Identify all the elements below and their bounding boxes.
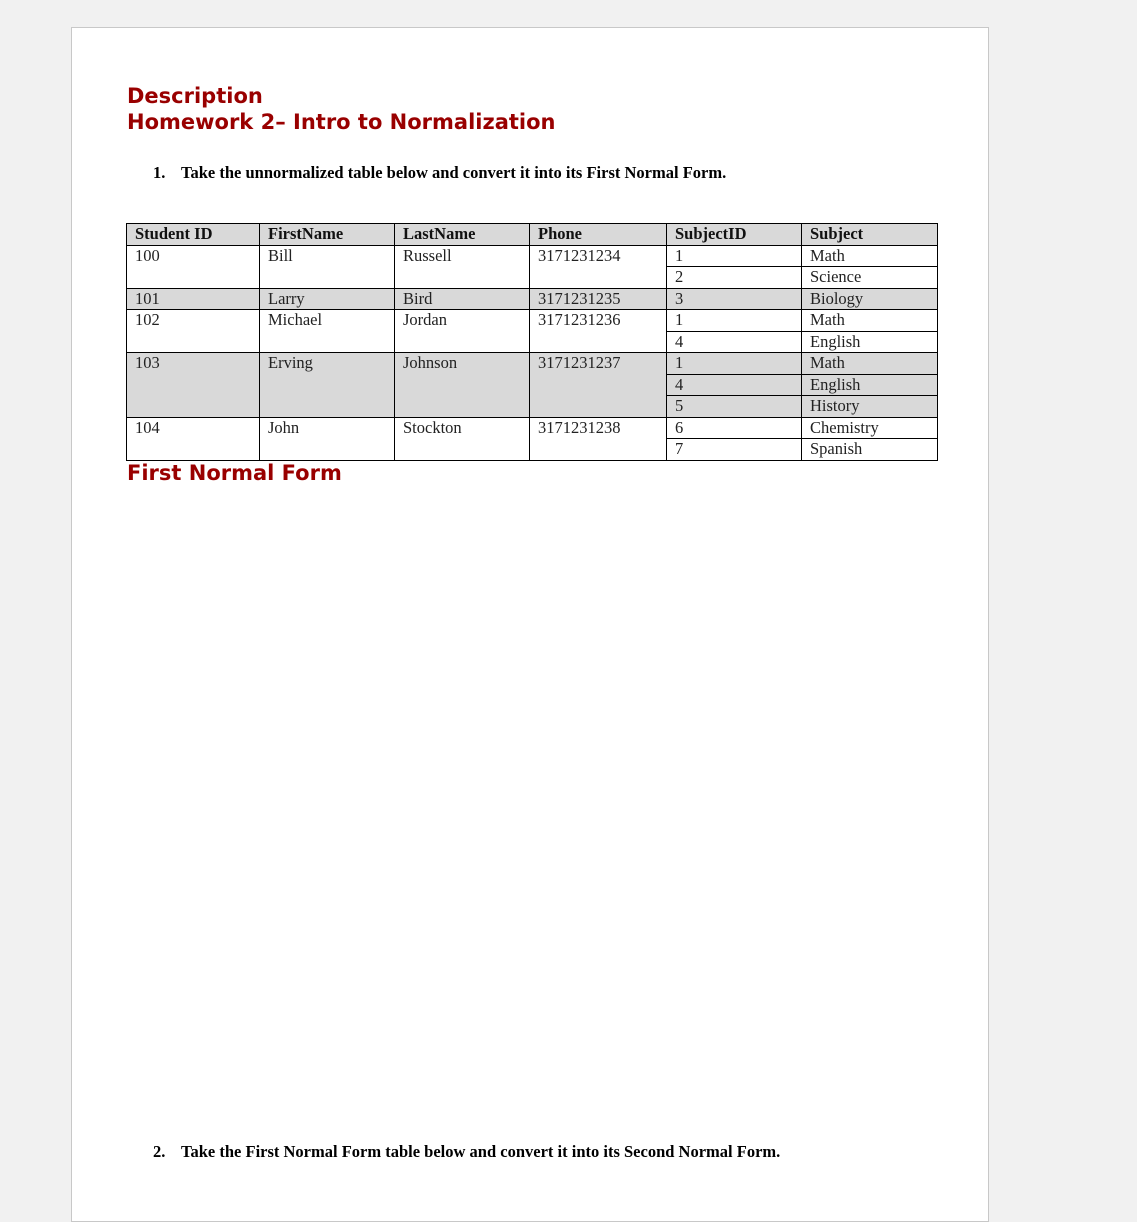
document-page [71, 27, 989, 1222]
subject-id-cell: 4 [667, 374, 802, 396]
student-id-cell: 104 [127, 417, 260, 460]
table-header-row [127, 224, 938, 246]
column-header: Subject [802, 224, 938, 246]
student-id-cell: 101 [127, 288, 260, 310]
column-header: Phone [530, 224, 667, 246]
student-id-cell: 103 [127, 353, 260, 418]
table-row [127, 288, 938, 310]
phone-cell: 3171231237 [530, 353, 667, 418]
student-id-cell: 102 [127, 310, 260, 353]
last-name-cell: Jordan [395, 310, 530, 353]
first-name-cell: John [260, 417, 395, 460]
first-name-cell: Michael [260, 310, 395, 353]
first-name-cell: Erving [260, 353, 395, 418]
table-row [127, 245, 938, 267]
student-id-cell: 100 [127, 245, 260, 288]
subject-cell: Math [802, 245, 938, 267]
subject-id-cell: 5 [667, 396, 802, 418]
subject-id-cell: 6 [667, 417, 802, 439]
question-1 [153, 163, 726, 183]
first-name-cell: Bill [260, 245, 395, 288]
last-name-cell: Russell [395, 245, 530, 288]
subject-id-cell: 4 [667, 331, 802, 353]
subject-cell: Math [802, 310, 938, 332]
column-header: Student ID [127, 224, 260, 246]
subject-cell: English [802, 374, 938, 396]
subject-cell: Spanish [802, 439, 938, 461]
subject-cell: Biology [802, 288, 938, 310]
last-name-cell: Bird [395, 288, 530, 310]
first-normal-form-heading: First Normal Form [127, 461, 342, 485]
column-header: LastName [395, 224, 530, 246]
question-1-text: Take the unnormalized table below and convert it into its First Normal Form. [181, 163, 727, 182]
description-heading: Description [127, 84, 263, 108]
question-2-number: 2. [153, 1142, 166, 1161]
question-2-text: Take the First Normal Form table below and convert it into its Second Normal Form. [181, 1142, 781, 1161]
subject-id-cell: 2 [667, 267, 802, 289]
subject-id-cell: 3 [667, 288, 802, 310]
subject-cell: Science [802, 267, 938, 289]
phone-cell: 3171231236 [530, 310, 667, 353]
subject-id-cell: 1 [667, 245, 802, 267]
table-row [127, 353, 938, 375]
last-name-cell: Stockton [395, 417, 530, 460]
question-2 [153, 1142, 780, 1162]
subject-cell: English [802, 331, 938, 353]
column-header: SubjectID [667, 224, 802, 246]
subject-id-cell: 1 [667, 310, 802, 332]
subject-id-cell: 1 [667, 353, 802, 375]
last-name-cell: Johnson [395, 353, 530, 418]
subject-cell: History [802, 396, 938, 418]
phone-cell: 3171231238 [530, 417, 667, 460]
column-header: FirstName [260, 224, 395, 246]
phone-cell: 3171231234 [530, 245, 667, 288]
table-row [127, 310, 938, 332]
table-row [127, 417, 938, 439]
title-heading: Homework 2– Intro to Normalization [127, 110, 556, 134]
phone-cell: 3171231235 [530, 288, 667, 310]
question-1-number: 1. [153, 163, 166, 182]
subject-cell: Chemistry [802, 417, 938, 439]
subject-id-cell: 7 [667, 439, 802, 461]
unnormalized-table [126, 223, 938, 461]
first-name-cell: Larry [260, 288, 395, 310]
subject-cell: Math [802, 353, 938, 375]
